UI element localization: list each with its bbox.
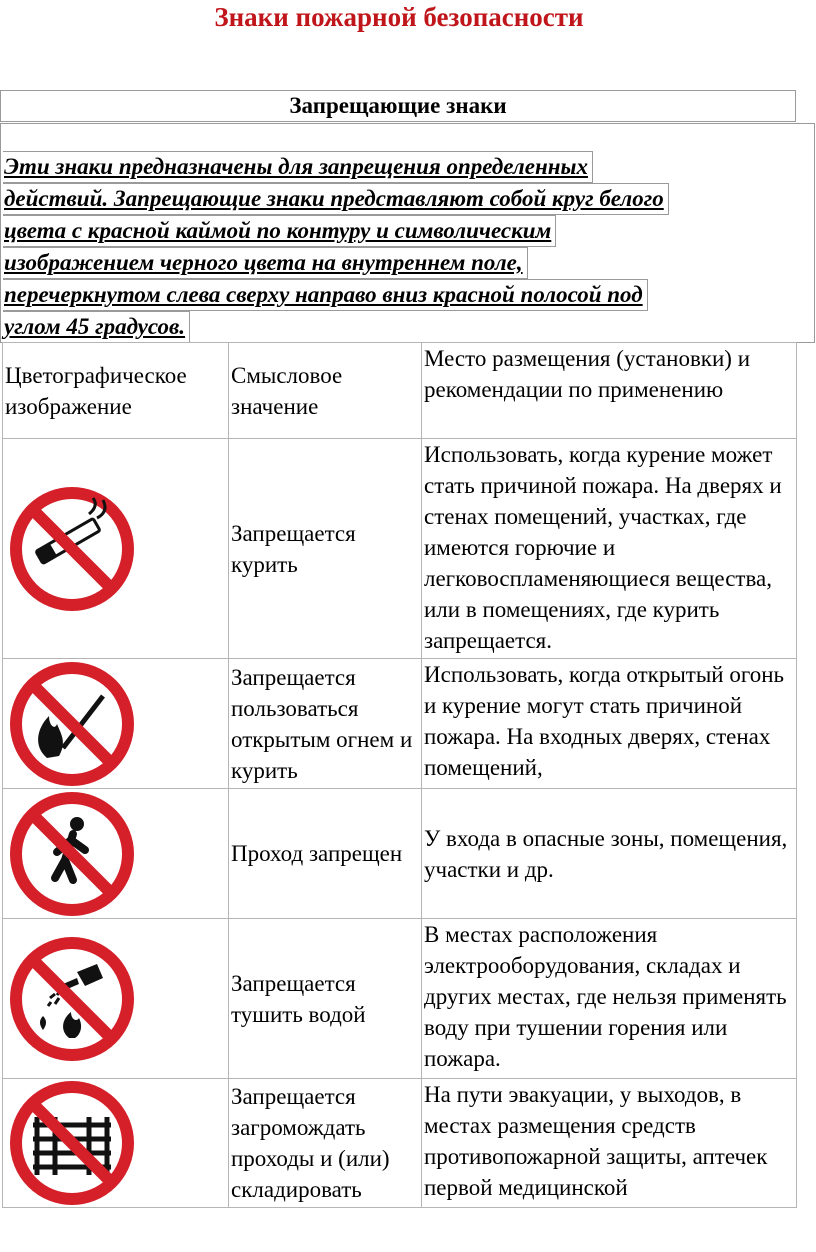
intro-line: изображением черного цвета на внутреннем поле, xyxy=(3,247,528,279)
no-entry-sign-icon xyxy=(7,790,137,918)
place-cell: Использовать, когда открытый огонь и курение могут стать причиной пожара. На входных дверях, стенах помещений, xyxy=(422,659,797,789)
table-row xyxy=(3,789,797,919)
no-obstruction-sign-icon xyxy=(7,1079,137,1207)
signs-table xyxy=(2,342,797,1208)
intro-line: углом 45 градусов. xyxy=(3,311,190,343)
meaning-cell: Запрещается тушить водой xyxy=(229,919,422,1079)
table-row xyxy=(3,919,797,1079)
column-header-meaning: Смысловое значение xyxy=(229,343,422,439)
table-row xyxy=(3,659,797,789)
page-title: Знаки пожарной безопасности xyxy=(214,2,584,32)
sign-cell xyxy=(3,439,229,659)
table-header-row xyxy=(3,343,797,439)
sign-cell xyxy=(3,1079,229,1208)
place-cell: Использовать, когда курение может стать причиной пожара. На дверях и стенах помещений, участках, где имеются горючие и легковоспламеняющиеся вещества, или в помещениях, где курить запрещается. xyxy=(422,439,797,659)
intro-line: действий. Запрещающие знаки представляют собой круг белого xyxy=(3,183,669,215)
no-open-flame-sign-icon xyxy=(7,660,137,788)
intro-line: перечеркнутом слева сверху направо вниз красной полосой под xyxy=(3,279,648,311)
meaning-cell: Запрещается курить xyxy=(229,439,422,659)
table-row xyxy=(3,439,797,659)
place-cell: На пути эвакуации, у выходов, в местах размещения средств противопожарной защиты, аптечек первой медицинской xyxy=(422,1079,797,1208)
intro-line: Эти знаки предназначены для запрещения определенных xyxy=(3,151,593,183)
meaning-cell: Проход запрещен xyxy=(229,789,422,919)
no-water-extinguishing-sign-icon xyxy=(7,934,137,1064)
sign-cell xyxy=(3,789,229,919)
place-cell: В местах расположения электрооборудования, складах и других местах, где нельзя применять воду при тушении горения или пожара. xyxy=(422,919,797,1079)
no-smoking-sign-icon xyxy=(7,484,137,614)
intro-line: цвета с красной каймой по контуру и символическим xyxy=(3,215,556,247)
section-title: Запрещающие знаки xyxy=(0,90,796,122)
place-cell: У входа в опасные зоны, помещения, участки и др. xyxy=(422,789,797,919)
meaning-cell: Запрещается загромождать проходы и (или) складировать xyxy=(229,1079,422,1208)
sign-cell xyxy=(3,659,229,789)
table-row xyxy=(3,1079,797,1208)
column-header-image: Цветографическое изображение xyxy=(3,343,229,439)
meaning-cell: Запрещается пользоваться открытым огнем и курить xyxy=(229,659,422,789)
sign-cell xyxy=(3,919,229,1079)
column-header-place: Место размещения (установки) и рекомендации по применению xyxy=(422,343,797,439)
